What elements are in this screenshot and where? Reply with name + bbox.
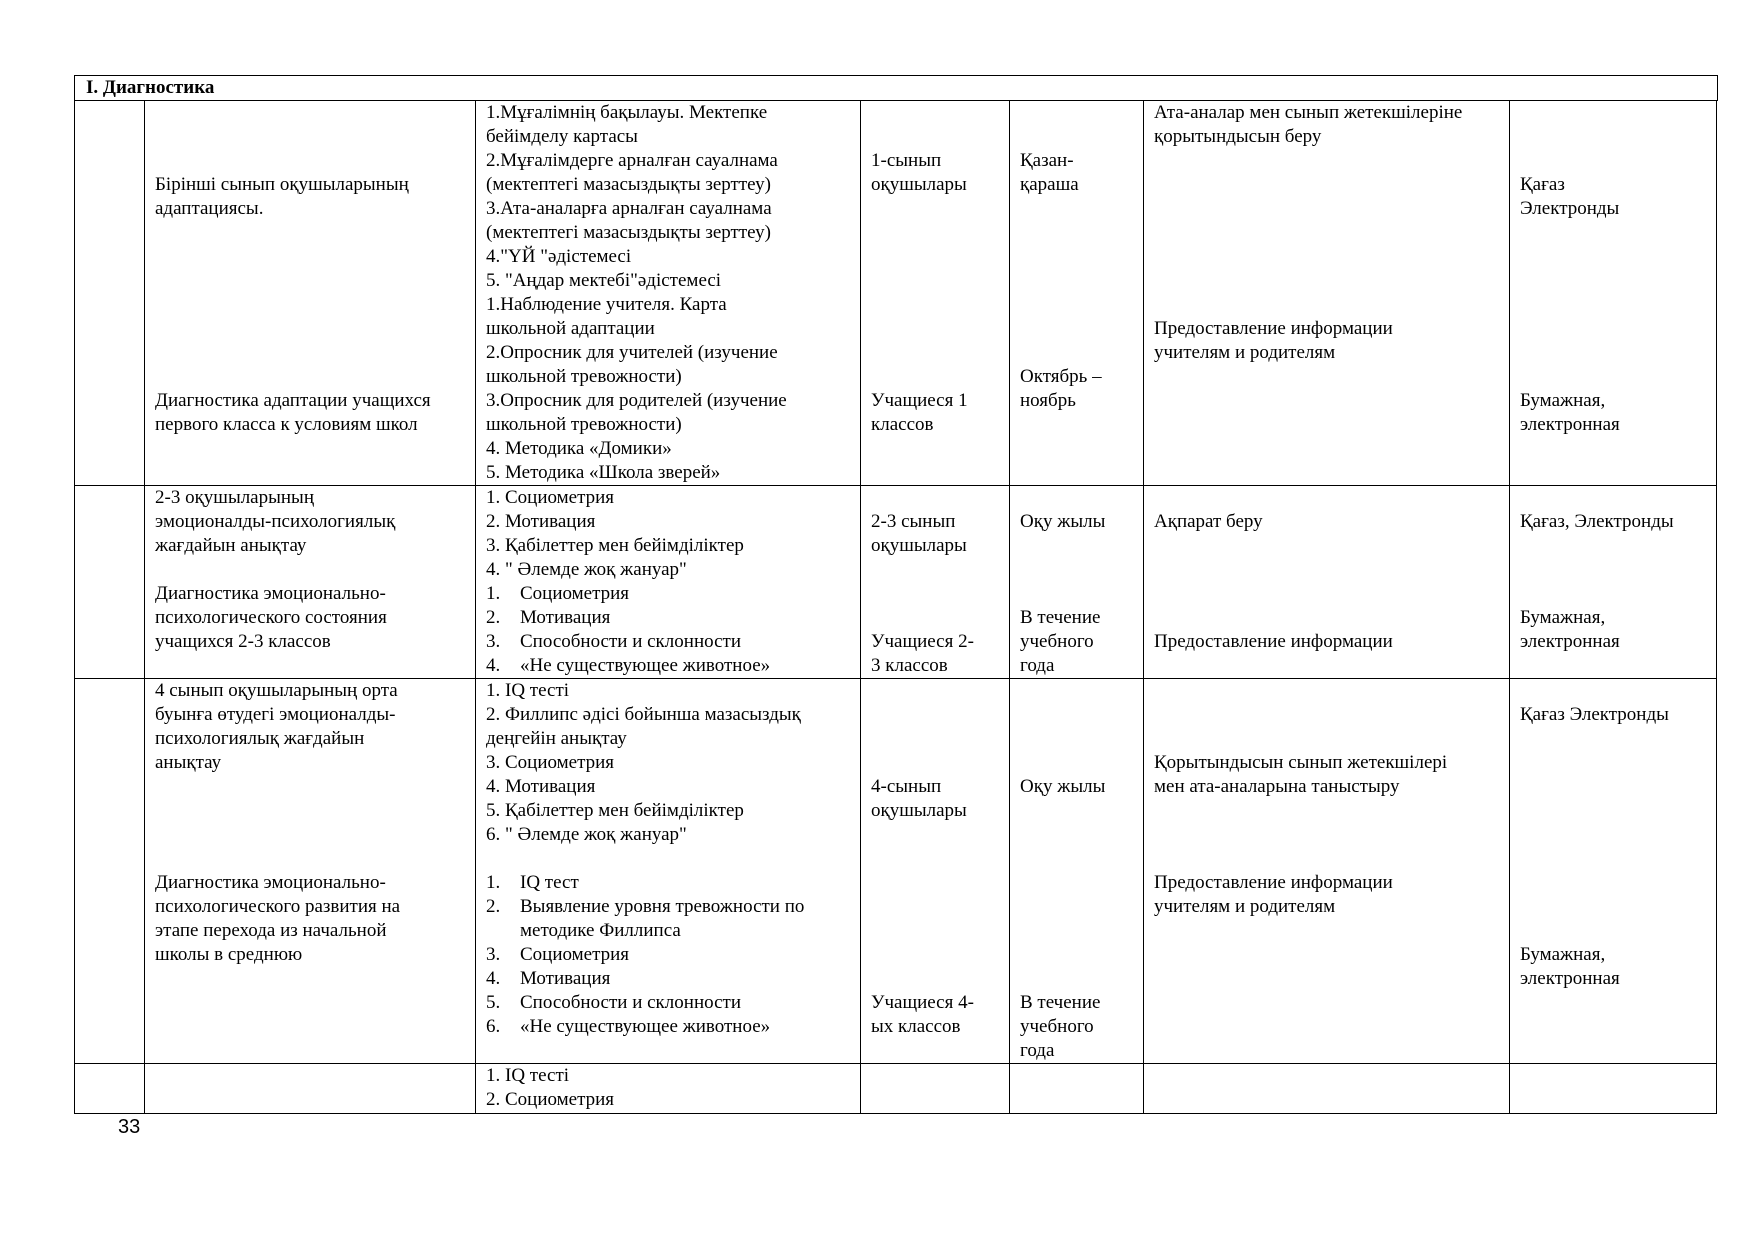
cell-text-line: Предоставление информации — [1154, 872, 1393, 893]
cell-text-line: Оқу жылы — [1020, 511, 1106, 532]
list-item-text: Способности и склонности — [520, 631, 741, 652]
result-cell — [1144, 101, 1510, 486]
result-cell — [1144, 679, 1510, 1064]
cell-text-line — [1520, 775, 1706, 799]
cell-text-line — [155, 775, 465, 799]
cell-text-line — [1020, 799, 1133, 823]
cell-text-line: В течение — [1020, 992, 1101, 1013]
methods-cell — [476, 101, 861, 486]
cell-text-line — [871, 751, 999, 775]
cell-text-line — [871, 895, 999, 919]
cell-text-line — [155, 149, 465, 173]
cell-text-line — [1520, 582, 1706, 606]
cell-text-line — [871, 293, 999, 317]
list-item-number: 1. — [486, 583, 501, 604]
cell-text-line — [1020, 534, 1133, 558]
cell-text-line — [1520, 365, 1706, 389]
cell-text-line: 1. Социометрия — [486, 487, 615, 508]
cell-text-line: первого класса к условиям школ — [155, 414, 418, 435]
cell-text-line: 4-сынып — [871, 776, 942, 797]
list-item — [486, 654, 850, 678]
methods-cell — [476, 1064, 861, 1114]
cell-text-line — [1020, 125, 1133, 149]
cell-text-line: школы в среднюю — [155, 944, 303, 965]
form-cell — [1510, 101, 1717, 486]
cell-text-line — [155, 269, 465, 293]
cell-text-line — [871, 823, 999, 847]
participants-cell — [861, 101, 1010, 486]
timing-cell — [1010, 101, 1144, 486]
cell-text-line — [1520, 751, 1706, 775]
cell-text-line — [1020, 919, 1133, 943]
cell-text-line — [871, 269, 999, 293]
diagnostics-table — [74, 100, 1717, 1114]
cell-text-line — [1520, 341, 1706, 365]
list-item-text: Мотивация — [520, 607, 611, 628]
cell-text-line: 2-3 сынып — [871, 511, 956, 532]
cell-text-line — [1020, 221, 1133, 245]
cell-text-line — [1520, 847, 1706, 871]
cell-text-line: деңгейін анықтау — [486, 728, 627, 749]
cell-text-line — [1154, 582, 1499, 606]
result-cell — [1144, 1064, 1510, 1114]
cell-text-line — [155, 101, 465, 125]
result-cell — [1144, 486, 1510, 679]
cell-text-line: Предоставление информации — [1154, 631, 1393, 652]
cell-text-line — [871, 486, 999, 510]
cell-text-line — [1520, 245, 1706, 269]
cell-text-line: (мектептегі мазасыздықты зерттеу) — [486, 222, 771, 243]
row-number-cell — [75, 101, 145, 486]
cell-text-line — [871, 221, 999, 245]
cell-text-line: қорытындысын беру — [1154, 126, 1322, 147]
cell-text-line: анықтау — [155, 752, 222, 773]
cell-text-line: года — [1020, 1040, 1055, 1061]
cell-text-line: Учащиеся 1 — [871, 390, 968, 411]
list-item-number: 3. — [486, 631, 501, 652]
cell-text-line: мен ата-аналарына таныстыру — [1154, 776, 1400, 797]
cell-text-line — [1154, 269, 1499, 293]
cell-text-line — [871, 703, 999, 727]
cell-text-line — [871, 919, 999, 943]
cell-text-line: 3.Ата-аналарға арналған сауалнама — [486, 198, 772, 219]
cell-text-line — [871, 943, 999, 967]
cell-text-line: 4."ҮЙ "әдістемесі — [486, 246, 632, 267]
cell-text-line — [1020, 967, 1133, 991]
cell-text-line — [1154, 197, 1499, 221]
cell-text-line — [1520, 317, 1706, 341]
cell-text-line — [1020, 245, 1133, 269]
cell-text-line: Учащиеся 2- — [871, 631, 974, 652]
cell-text-line: электронная — [1520, 968, 1620, 989]
list-item-number: 3. — [486, 944, 501, 965]
cell-text-line: электронная — [1520, 631, 1620, 652]
cell-text-line: Октябрь – — [1020, 366, 1102, 387]
cell-text-line: 4. " Әлемде жоқ жануар" — [486, 559, 687, 580]
cell-text-line: Ақпарат беру — [1154, 511, 1263, 532]
cell-text-line — [1520, 486, 1706, 510]
list-item-text: Социометрия — [520, 583, 630, 604]
list-item-number: 1. — [486, 872, 501, 893]
cell-text-line: жағдайын анықтау — [155, 535, 307, 556]
list-item-text: IQ тест — [520, 872, 579, 893]
cell-text-line: ноябрь — [1020, 390, 1076, 411]
cell-text-line — [1520, 919, 1706, 943]
cell-text-line — [871, 101, 999, 125]
cell-text-line — [1020, 895, 1133, 919]
cell-text-line — [1020, 847, 1133, 871]
cell-text-line — [871, 871, 999, 895]
cell-text-line: учащихся 2-3 классов — [155, 631, 331, 652]
cell-text-line: буынға өтудегі эмоционалды- — [155, 704, 396, 725]
cell-text-line — [1154, 149, 1499, 173]
cell-text-line — [1154, 534, 1499, 558]
cell-text-line — [1154, 221, 1499, 245]
cell-text-line: Қазан- — [1020, 150, 1074, 171]
cell-text-line: учителям и родителям — [1154, 896, 1336, 917]
cell-text-line — [1520, 125, 1706, 149]
cell-text-line — [155, 558, 465, 582]
cell-text-line — [1020, 679, 1133, 703]
cell-text-line — [1520, 149, 1706, 173]
cell-text-line — [1154, 293, 1499, 317]
cell-text-line: Қағаз — [1520, 174, 1565, 195]
row-number-cell — [75, 486, 145, 679]
cell-text-line: бейімделу картасы — [486, 126, 638, 147]
cell-text-line: Диагностика эмоционально- — [155, 583, 386, 604]
cell-text-line — [1154, 799, 1499, 823]
cell-text-line: года — [1020, 655, 1055, 676]
form-cell — [1510, 486, 1717, 679]
cell-text-line — [1020, 727, 1133, 751]
cell-text-line: 1. IQ тесті — [486, 680, 570, 701]
cell-text-line: классов — [871, 414, 934, 435]
cell-text-line — [1020, 317, 1133, 341]
cell-text-line: 3. Қабілеттер мен бейімділіктер — [486, 535, 744, 556]
row-number-cell — [75, 1064, 145, 1114]
list-item — [486, 895, 850, 919]
cell-text-line — [1020, 101, 1133, 125]
cell-text-line: Бумажная, — [1520, 944, 1606, 965]
cell-text-line — [1520, 269, 1706, 293]
cell-text-line — [155, 293, 465, 317]
cell-text-line: 4 сынып оқушыларының орта — [155, 680, 398, 701]
topic-cell — [145, 1064, 476, 1114]
table-row — [75, 1064, 1717, 1114]
cell-text-line — [1020, 582, 1133, 606]
cell-text-line: Бумажная, — [1520, 607, 1606, 628]
cell-text-line — [1154, 703, 1499, 727]
cell-text-line — [155, 365, 465, 389]
list-item-text: Социометрия — [520, 944, 630, 965]
cell-text-line — [1020, 341, 1133, 365]
cell-text-line — [1154, 486, 1499, 510]
timing-cell — [1010, 679, 1144, 1064]
cell-text-line: Электронды — [1520, 198, 1620, 219]
row-number-cell — [75, 679, 145, 1064]
cell-text-line: 2. Филлипс әдісі бойынша мазасыздық — [486, 704, 801, 725]
cell-text-line: Оқу жылы — [1020, 776, 1106, 797]
cell-text-line — [1020, 703, 1133, 727]
topic-cell — [145, 101, 476, 486]
cell-text-line: Диагностика адаптации учащихся — [155, 390, 431, 411]
cell-text-line — [155, 245, 465, 269]
cell-text-line — [871, 245, 999, 269]
cell-text-line: учебного — [1020, 631, 1094, 652]
list-item-number: 6. — [486, 1016, 501, 1037]
list-item — [486, 630, 850, 654]
cell-text-line: қараша — [1020, 174, 1079, 195]
list-item-text: Выявление уровня тревожности по — [520, 896, 805, 917]
topic-cell — [145, 486, 476, 679]
list-item — [486, 582, 850, 606]
cell-text-line: 5. Методика «Школа зверей» — [486, 462, 721, 483]
cell-text-line: 5. Қабілеттер мен бейімділіктер — [486, 800, 744, 821]
cell-text-line — [871, 679, 999, 703]
cell-text-line — [871, 317, 999, 341]
cell-text-line: этапе перехода из начальной — [155, 920, 387, 941]
cell-text-line — [1154, 558, 1499, 582]
cell-text-line: 2-3 оқушыларының — [155, 487, 314, 508]
cell-text-line — [871, 197, 999, 221]
cell-text-line — [1020, 751, 1133, 775]
cell-text-line: психологического развития на — [155, 896, 401, 917]
methods-cell — [476, 679, 861, 1064]
form-cell — [1510, 1064, 1717, 1114]
cell-text-line — [871, 582, 999, 606]
cell-text-line — [1154, 245, 1499, 269]
cell-text-line: 1-сынып — [871, 150, 942, 171]
cell-text-line: учебного — [1020, 1016, 1094, 1037]
cell-text-line: школьной тревожности) — [486, 366, 682, 387]
cell-text-line — [1020, 293, 1133, 317]
cell-text-line: оқушылары — [871, 174, 967, 195]
list-item-number: 4. — [486, 655, 501, 676]
cell-text-line — [1020, 197, 1133, 221]
cell-text-line — [1520, 534, 1706, 558]
list-item-number: 5. — [486, 992, 501, 1013]
cell-text-line: 5. "Аңдар мектебі"әдістемесі — [486, 270, 722, 291]
cell-text-line — [155, 341, 465, 365]
cell-text-line: психологического состояния — [155, 607, 387, 628]
list-item — [486, 991, 850, 1015]
cell-text-line: Қорытындысын сынып жетекшілері — [1154, 752, 1448, 773]
cell-text-line: Қағаз, Электронды — [1520, 511, 1674, 532]
table-row — [75, 486, 1717, 679]
cell-text-line — [871, 558, 999, 582]
list-item-number: 4. — [486, 968, 501, 989]
cell-text-line — [1154, 173, 1499, 197]
cell-text-line: В течение — [1020, 607, 1101, 628]
cell-text-line: ых классов — [871, 1016, 961, 1037]
cell-text-line — [871, 606, 999, 630]
cell-text-line — [155, 317, 465, 341]
list-item — [486, 943, 850, 967]
list-item-text: Способности и склонности — [520, 992, 741, 1013]
cell-text-line: 4. Методика «Домики» — [486, 438, 672, 459]
cell-text-line — [871, 341, 999, 365]
cell-text-line: 1.Мұғалімнің бақылауы. Мектепке — [486, 102, 768, 123]
cell-text-line: Предоставление информации — [1154, 318, 1393, 339]
cell-text-line: 2.Мұғалімдерге арналған сауалнама — [486, 150, 778, 171]
cell-text-line — [1520, 558, 1706, 582]
cell-text-line: 2.Опросник для учителей (изучение — [486, 342, 778, 363]
cell-text-line — [1020, 823, 1133, 847]
topic-cell — [145, 679, 476, 1064]
cell-text-line — [1020, 558, 1133, 582]
cell-text-line — [1520, 293, 1706, 317]
cell-text-line — [1520, 679, 1706, 703]
form-cell — [1510, 679, 1717, 1064]
cell-text-line — [1520, 799, 1706, 823]
cell-text-line — [1520, 871, 1706, 895]
page-number: 33 — [118, 1116, 141, 1138]
list-item-text: методике Филлипса — [520, 920, 681, 941]
participants-cell — [861, 486, 1010, 679]
section-title: I. Диагностика — [74, 75, 1718, 101]
cell-text-line: психологиялық жағдайын — [155, 728, 365, 749]
cell-text-line — [1020, 486, 1133, 510]
list-item — [486, 1015, 850, 1039]
cell-text-line: 3. Социометрия — [486, 752, 615, 773]
cell-text-line: (мектептегі мазасыздықты зерттеу) — [486, 174, 771, 195]
cell-text-line: 1. IQ тесті — [486, 1065, 570, 1086]
cell-text-line: школьной тревожности) — [486, 414, 682, 435]
cell-text-line: Ата-аналар мен сынып жетекшілеріне — [1154, 102, 1463, 123]
cell-text-line — [155, 221, 465, 245]
cell-text-line — [155, 799, 465, 823]
cell-text-line — [1520, 101, 1706, 125]
list-item — [486, 967, 850, 991]
cell-text-line: Диагностика эмоционально- — [155, 872, 386, 893]
cell-text-line — [1520, 895, 1706, 919]
cell-text-line: 2. Социометрия — [486, 1089, 615, 1110]
cell-text-line: Қағаз Электронды — [1520, 704, 1669, 725]
cell-text-line — [1154, 847, 1499, 871]
list-item-text: «Не существующее животное» — [520, 1016, 771, 1037]
timing-cell — [1010, 486, 1144, 679]
cell-text-line: Бумажная, — [1520, 390, 1606, 411]
cell-text-line — [1154, 606, 1499, 630]
cell-text-line: Учащиеся 4- — [871, 992, 974, 1013]
cell-text-line: эмоционалды-психологиялық — [155, 511, 396, 532]
cell-text-line — [1154, 727, 1499, 751]
cell-text-line — [155, 823, 465, 847]
participants-cell — [861, 1064, 1010, 1114]
cell-text-line — [1020, 943, 1133, 967]
table-row — [75, 679, 1717, 1064]
cell-text-line — [871, 365, 999, 389]
cell-text-line: Бірінші сынып оқушыларының — [155, 174, 409, 195]
cell-text-line — [1154, 823, 1499, 847]
cell-text-line: 3.Опросник для родителей (изучение — [486, 390, 787, 411]
list-item-number: 2. — [486, 607, 501, 628]
cell-text-line — [1020, 871, 1133, 895]
cell-text-line: оқушылары — [871, 800, 967, 821]
list-item-number: 2. — [486, 896, 501, 917]
cell-text-line: 2. Мотивация — [486, 511, 596, 532]
cell-text-line — [1520, 823, 1706, 847]
list-item — [486, 919, 850, 943]
cell-text-line: 1.Наблюдение учителя. Карта — [486, 294, 727, 315]
cell-text-line: 6. " Әлемде жоқ жануар" — [486, 824, 687, 845]
cell-text-line — [871, 967, 999, 991]
cell-text-line: адаптациясы. — [155, 198, 264, 219]
cell-text-line — [1520, 727, 1706, 751]
table-row — [75, 101, 1717, 486]
cell-text-line — [1520, 221, 1706, 245]
cell-text-line — [871, 847, 999, 871]
participants-cell — [861, 679, 1010, 1064]
list-item — [486, 871, 850, 895]
methods-cell — [476, 486, 861, 679]
timing-cell — [1010, 1064, 1144, 1114]
cell-text-line: учителям и родителям — [1154, 342, 1336, 363]
cell-text-line: школьной адаптации — [486, 318, 655, 339]
list-item — [486, 606, 850, 630]
cell-text-line — [1154, 679, 1499, 703]
cell-text-line: 4. Мотивация — [486, 776, 596, 797]
list-item-text: «Не существующее животное» — [520, 655, 771, 676]
list-item-text: Мотивация — [520, 968, 611, 989]
cell-text-line — [871, 125, 999, 149]
cell-text-line — [871, 727, 999, 751]
cell-text-line: оқушылары — [871, 535, 967, 556]
cell-text-line: электронная — [1520, 414, 1620, 435]
cell-text-line — [155, 847, 465, 871]
cell-text-line — [1020, 269, 1133, 293]
cell-text-line — [155, 125, 465, 149]
cell-text-line: 3 классов — [871, 655, 948, 676]
